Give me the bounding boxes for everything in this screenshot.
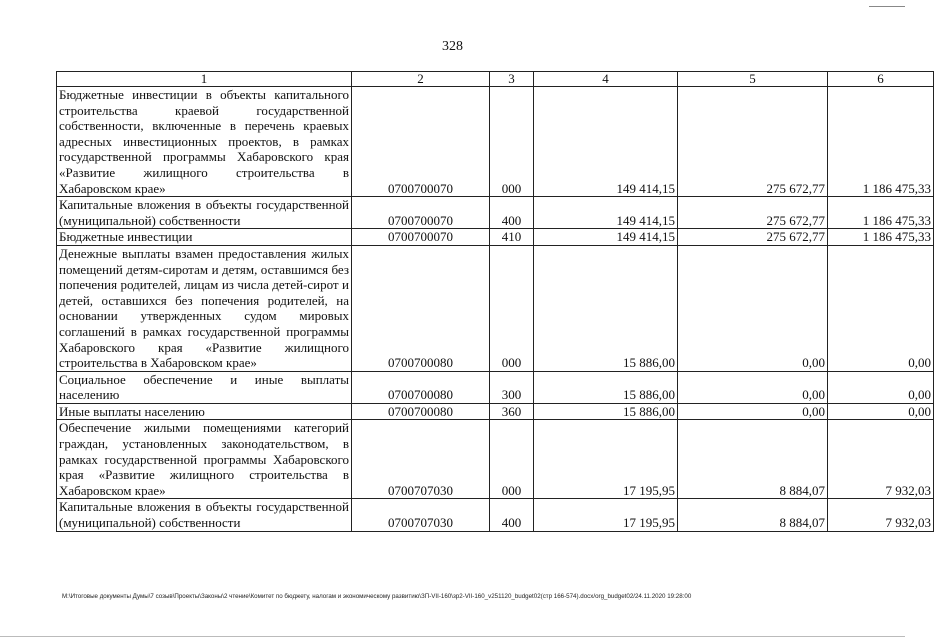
amount-col4-cell: 15 886,00 [534,371,678,403]
amount-col4-cell: 17 195,95 [534,499,678,531]
amount-col6-cell: 0,00 [828,371,934,403]
target-code-cell: 0700707030 [352,420,490,499]
table-row [57,197,934,229]
amount-col5-cell: 275 672,77 [678,87,828,197]
table-row [57,371,934,403]
expense-type-cell: 400 [490,197,534,229]
amount-col6-cell: 0,00 [828,403,934,420]
page-number: 328 [442,39,463,54]
table-row [57,245,934,371]
amount-col5-cell: 275 672,77 [678,197,828,229]
table-row [57,420,934,499]
expense-type-cell: 410 [490,229,534,246]
row-name-cell: Социальное обеспечение и иные выплаты населению [57,371,352,403]
column-header: 6 [828,72,934,87]
expense-type-cell: 000 [490,245,534,371]
amount-col5-cell: 8 884,07 [678,420,828,499]
target-code-cell: 0700707030 [352,499,490,531]
target-code-cell: 0700700080 [352,403,490,420]
bottom-edge-line [0,636,905,637]
row-name-cell: Бюджетные инвестиции в объекты капитального строительства краевой государственной собственности, включенные в перечень краевых адресных инвестиционных проектов, в рамках государственной программы Хабаровского края «Развитие жилищного строительства в Хабаровском крае» [57,87,352,197]
expense-type-cell: 400 [490,499,534,531]
amount-col6-cell: 7 932,03 [828,499,934,531]
amount-col5-cell: 0,00 [678,371,828,403]
row-name-cell: Иные выплаты населению [57,403,352,420]
amount-col5-cell: 0,00 [678,403,828,420]
column-header: 4 [534,72,678,87]
column-header: 2 [352,72,490,87]
document-path-footer: M:\Итоговые документы Думы\7 созыв\Проекты\Законы\2 чтение\Комитет по бюджету, налогам и экономическому развитию\ЗП-VII-160\зр2-VII-160_v251120_budget02(стр 166-574).docx/org_budget02/24.11.2020 19:28:00 [62,593,692,600]
table-row [57,403,934,420]
target-code-cell: 0700700070 [352,229,490,246]
expense-type-cell: 000 [490,87,534,197]
amount-col4-cell: 149 414,15 [534,197,678,229]
target-code-cell: 0700700070 [352,197,490,229]
header-row [57,72,934,87]
amount-col5-cell: 275 672,77 [678,229,828,246]
target-code-cell: 0700700070 [352,87,490,197]
amount-col4-cell: 15 886,00 [534,245,678,371]
amount-col5-cell: 0,00 [678,245,828,371]
column-header: 1 [57,72,352,87]
table-row [57,87,934,197]
amount-col4-cell: 149 414,15 [534,87,678,197]
expense-type-cell: 000 [490,420,534,499]
table-row [57,499,934,531]
amount-col4-cell: 15 886,00 [534,403,678,420]
expense-type-cell: 360 [490,403,534,420]
row-name-cell: Денежные выплаты взамен предоставления жилых помещений детям-сиротам и детям, оставшимся без попечения родителей, лицам из числа детей-сирот и детей, оставшихся без попечения родителей, на основании утвержденных судом мировых соглашений в рамках государственной программы Хабаровского края «Развитие жилищного строительства в Хабаровском крае» [57,245,352,371]
budget-table [56,71,934,532]
amount-col6-cell: 7 932,03 [828,420,934,499]
amount-col6-cell: 1 186 475,33 [828,229,934,246]
amount-col6-cell: 1 186 475,33 [828,87,934,197]
amount-col6-cell: 1 186 475,33 [828,197,934,229]
row-name-cell: Обеспечение жилыми помещениями категорий граждан, установленных законодательством, в рамках государственной программы Хабаровского края «Развитие жилищного строительства в Хабаровском крае» [57,420,352,499]
amount-col4-cell: 17 195,95 [534,420,678,499]
amount-col5-cell: 8 884,07 [678,499,828,531]
row-name-cell: Бюджетные инвестиции [57,229,352,246]
column-header: 3 [490,72,534,87]
target-code-cell: 0700700080 [352,245,490,371]
row-name-cell: Капитальные вложения в объекты государственной (муниципальной) собственности [57,197,352,229]
target-code-cell: 0700700080 [352,371,490,403]
expense-type-cell: 300 [490,371,534,403]
top-edge-line [869,6,905,7]
amount-col6-cell: 0,00 [828,245,934,371]
row-name-cell: Капитальные вложения в объекты государственной (муниципальной) собственности [57,499,352,531]
column-header: 5 [678,72,828,87]
amount-col4-cell: 149 414,15 [534,229,678,246]
table-row [57,229,934,246]
